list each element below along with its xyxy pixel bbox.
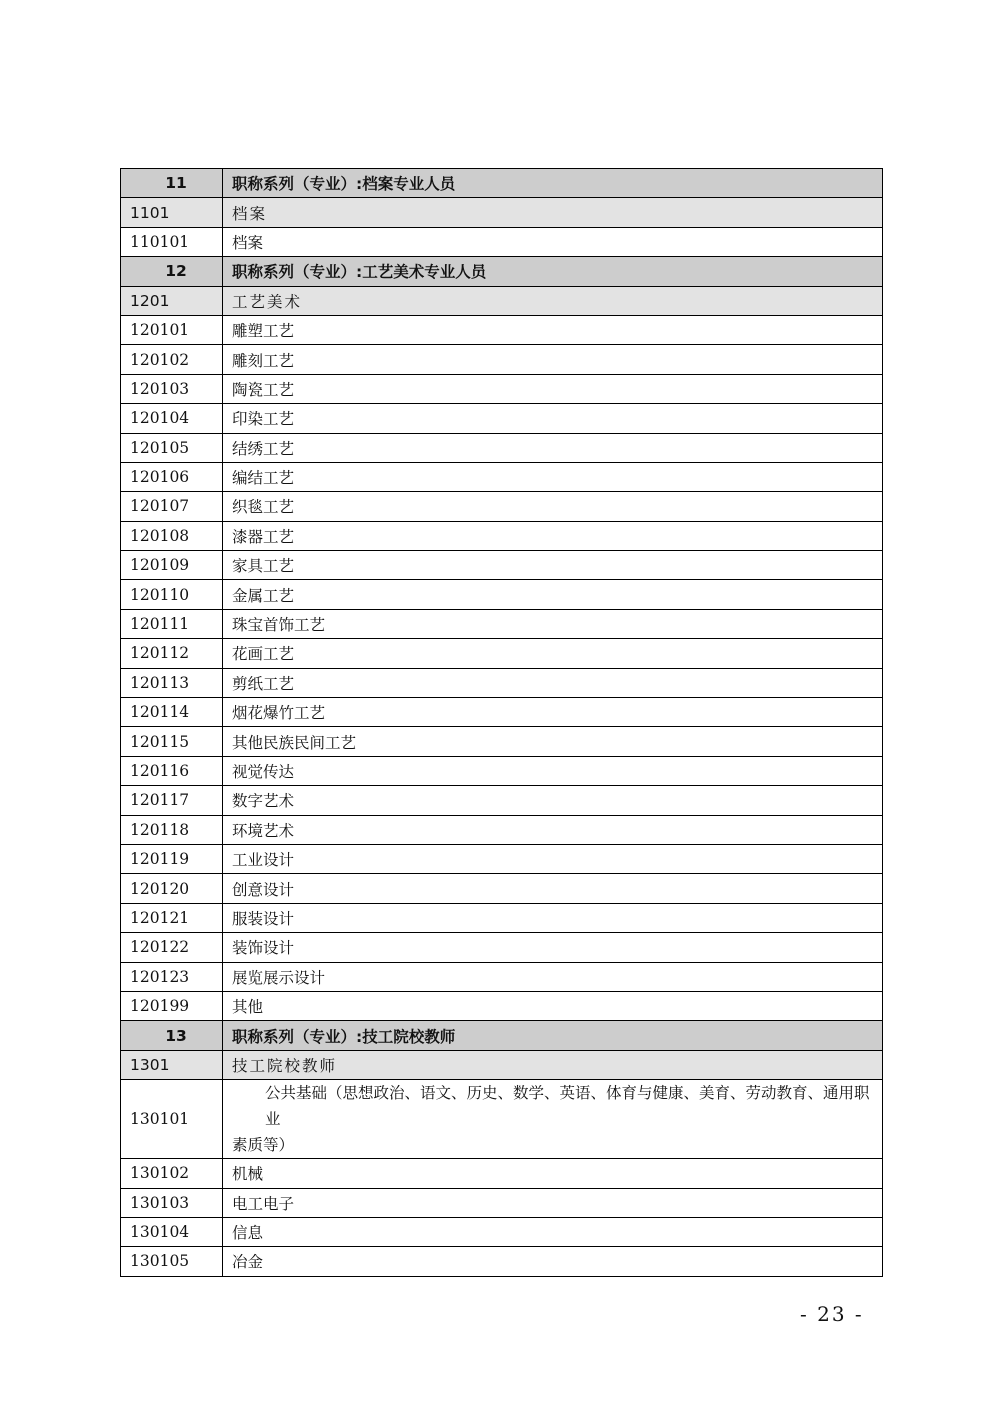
category-name: 技工院校教师 bbox=[223, 1050, 883, 1079]
item-code: 120114 bbox=[121, 698, 223, 727]
item-code: 120118 bbox=[121, 815, 223, 844]
table-row bbox=[121, 903, 883, 932]
item-code: 120199 bbox=[121, 991, 223, 1020]
table-row bbox=[121, 1080, 883, 1159]
item-name: 视觉传达 bbox=[223, 756, 883, 785]
item-code: 120104 bbox=[121, 404, 223, 433]
specialty-code-table bbox=[120, 168, 883, 1277]
table-row bbox=[121, 580, 883, 609]
item-code: 130101 bbox=[121, 1080, 223, 1159]
item-name: 创意设计 bbox=[223, 874, 883, 903]
table-row bbox=[121, 609, 883, 638]
item-code: 120112 bbox=[121, 639, 223, 668]
item-name: 机械 bbox=[223, 1159, 883, 1188]
item-code: 120105 bbox=[121, 433, 223, 462]
category-row bbox=[121, 198, 883, 227]
table-row bbox=[121, 991, 883, 1020]
item-name: 环境艺术 bbox=[223, 815, 883, 844]
item-name: 漆器工艺 bbox=[223, 521, 883, 550]
item-code: 130104 bbox=[121, 1217, 223, 1246]
table-row bbox=[121, 786, 883, 815]
series-title: 职称系列（专业）:工艺美术专业人员 bbox=[223, 257, 883, 286]
item-name: 雕塑工艺 bbox=[223, 315, 883, 344]
item-name: 金属工艺 bbox=[223, 580, 883, 609]
table-row bbox=[121, 1217, 883, 1246]
item-code: 120107 bbox=[121, 492, 223, 521]
series-code: 13 bbox=[121, 1021, 223, 1050]
item-code: 120121 bbox=[121, 903, 223, 932]
category-row bbox=[121, 1050, 883, 1079]
item-code: 120103 bbox=[121, 374, 223, 403]
item-code: 120117 bbox=[121, 786, 223, 815]
series-code: 12 bbox=[121, 257, 223, 286]
category-row bbox=[121, 286, 883, 315]
table-row bbox=[121, 639, 883, 668]
table-row bbox=[121, 521, 883, 550]
item-name: 家具工艺 bbox=[223, 551, 883, 580]
table-row bbox=[121, 345, 883, 374]
table-row bbox=[121, 844, 883, 873]
page-number: - 23 - bbox=[800, 1302, 864, 1326]
item-name: 陶瓷工艺 bbox=[223, 374, 883, 403]
item-name: 展览展示设计 bbox=[223, 962, 883, 991]
item-code: 130103 bbox=[121, 1188, 223, 1217]
item-name-line-2: 素质等） bbox=[232, 1136, 295, 1155]
item-name: 电工电子 bbox=[223, 1188, 883, 1217]
item-code: 120115 bbox=[121, 727, 223, 756]
item-code: 120120 bbox=[121, 874, 223, 903]
category-name: 档案 bbox=[223, 198, 883, 227]
item-name: 工业设计 bbox=[223, 844, 883, 873]
item-code: 120110 bbox=[121, 580, 223, 609]
series-title: 职称系列（专业）:技工院校教师 bbox=[223, 1021, 883, 1050]
item-name-line-1: 公共基础（思想政治、语文、历史、数学、英语、体育与健康、美育、劳动教育、通用职业 bbox=[265, 1084, 870, 1129]
item-code: 110101 bbox=[121, 227, 223, 256]
table-row bbox=[121, 698, 883, 727]
table-row bbox=[121, 756, 883, 785]
item-code: 130102 bbox=[121, 1159, 223, 1188]
item-name: 档案 bbox=[223, 227, 883, 256]
series-title: 职称系列（专业）:档案专业人员 bbox=[223, 169, 883, 198]
item-name: 编结工艺 bbox=[223, 462, 883, 491]
item-code: 120122 bbox=[121, 933, 223, 962]
item-code: 120108 bbox=[121, 521, 223, 550]
item-name: 印染工艺 bbox=[223, 404, 883, 433]
table-row bbox=[121, 815, 883, 844]
category-code: 1301 bbox=[121, 1050, 223, 1079]
series-header-row bbox=[121, 1021, 883, 1050]
item-name: 雕刻工艺 bbox=[223, 345, 883, 374]
table-row bbox=[121, 315, 883, 344]
table-row bbox=[121, 404, 883, 433]
item-code: 120123 bbox=[121, 962, 223, 991]
table-row bbox=[121, 727, 883, 756]
table-row bbox=[121, 962, 883, 991]
item-name: 服装设计 bbox=[223, 903, 883, 932]
table-body bbox=[121, 169, 883, 1277]
category-code: 1201 bbox=[121, 286, 223, 315]
category-name: 工艺美术 bbox=[223, 286, 883, 315]
item-code: 120109 bbox=[121, 551, 223, 580]
item-name: 花画工艺 bbox=[223, 639, 883, 668]
item-name: 织毯工艺 bbox=[223, 492, 883, 521]
item-name: 珠宝首饰工艺 bbox=[223, 609, 883, 638]
item-code: 120116 bbox=[121, 756, 223, 785]
item-name: 数字艺术 bbox=[223, 786, 883, 815]
series-code: 11 bbox=[121, 169, 223, 198]
item-name: 装饰设计 bbox=[223, 933, 883, 962]
item-name: 信息 bbox=[223, 1217, 883, 1246]
item-code: 130105 bbox=[121, 1247, 223, 1276]
item-name bbox=[223, 1080, 883, 1159]
table-row bbox=[121, 492, 883, 521]
item-name: 其他民族民间工艺 bbox=[223, 727, 883, 756]
item-name: 冶金 bbox=[223, 1247, 883, 1276]
table-row bbox=[121, 933, 883, 962]
item-name: 剪纸工艺 bbox=[223, 668, 883, 697]
series-header-row bbox=[121, 169, 883, 198]
item-code: 120111 bbox=[121, 609, 223, 638]
table-row bbox=[121, 874, 883, 903]
item-name: 烟花爆竹工艺 bbox=[223, 698, 883, 727]
series-header-row bbox=[121, 257, 883, 286]
category-code: 1101 bbox=[121, 198, 223, 227]
item-name: 其他 bbox=[223, 991, 883, 1020]
item-code: 120119 bbox=[121, 844, 223, 873]
table-row bbox=[121, 1188, 883, 1217]
item-name: 结绣工艺 bbox=[223, 433, 883, 462]
table-row bbox=[121, 433, 883, 462]
item-code: 120113 bbox=[121, 668, 223, 697]
item-code: 120101 bbox=[121, 315, 223, 344]
table-row bbox=[121, 1159, 883, 1188]
table-row bbox=[121, 668, 883, 697]
table-row bbox=[121, 551, 883, 580]
item-code: 120102 bbox=[121, 345, 223, 374]
item-code: 120106 bbox=[121, 462, 223, 491]
table-row bbox=[121, 462, 883, 491]
table-row bbox=[121, 374, 883, 403]
table-row bbox=[121, 227, 883, 256]
table-row bbox=[121, 1247, 883, 1276]
